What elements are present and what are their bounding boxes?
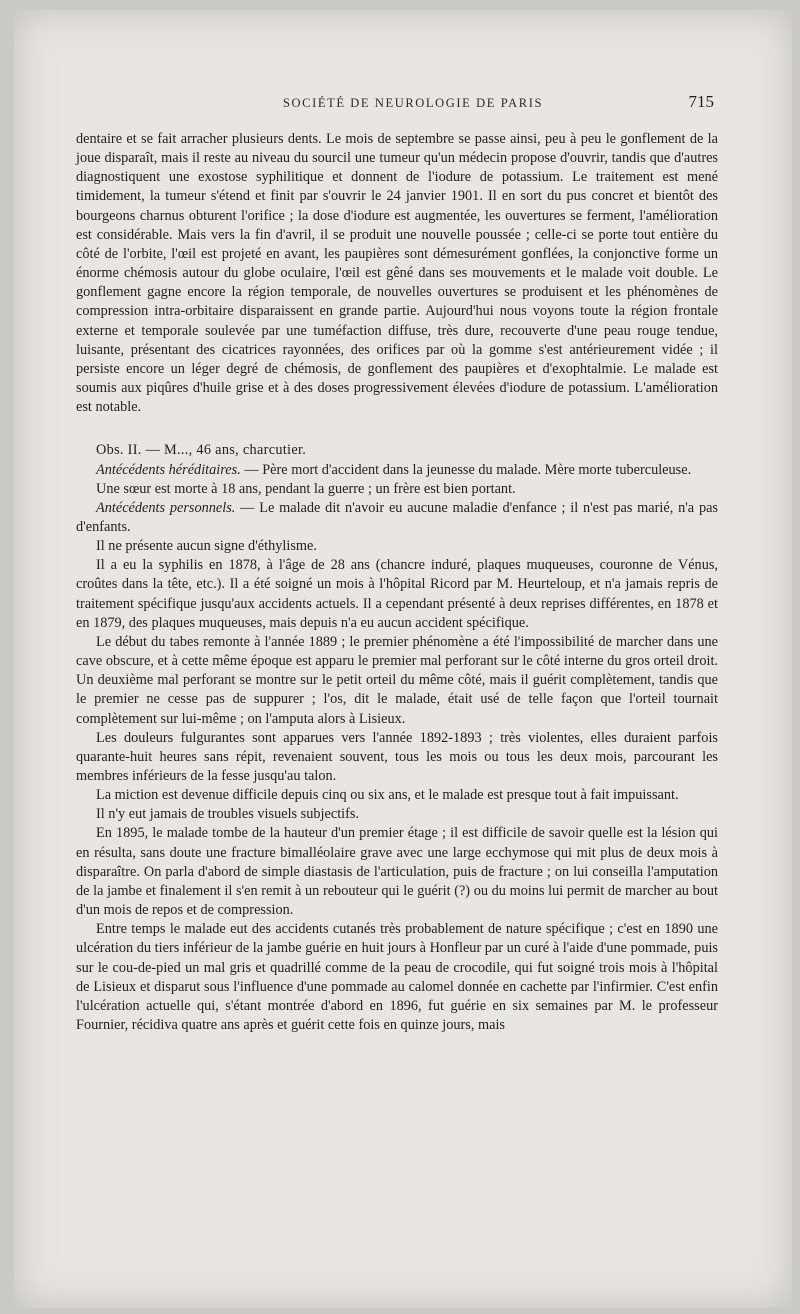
page-number: 715 xyxy=(688,92,714,111)
paragraph: Il ne présente aucun signe d'éthylisme. xyxy=(96,538,317,555)
section-lead-hereditary: Antécédents héréditaires. xyxy=(96,461,241,478)
paragraph: Le début du tabes remonte à l'année 1889 ; le premier phénomène a été l'impossibilité de marcher dans une cave obscure, et à cette même époque est apparu le premier mal perforant sur le côté interne du gros orteil droit. Un deuxième mal perforant se montre sur le petit orteil du même côté, mais il guérit complètement, tandis que le premier ne cesse pas de suppurer ; l'os, dit le malade, était usé de telle façon que l'orteil tournait complètement sur lui-même ; on l'amputa alors à Lisieux. xyxy=(76,633,718,727)
body-text xyxy=(76,130,718,1035)
paragraph-personal xyxy=(76,499,718,537)
paragraph-continuation: dentaire et se fait arracher plusieurs dents. Le mois de septembre se passe ainsi, peu à peu le gonflement de la joue disparaît, mais il reste au niveau du sourcil une tumeur qu'un médecin propose d'ouvrir, tandis que d'autres diagnostiquent une exostose syphilitique et donnent de l'iodure de potassium. Le traitement est mené timidement, la tumeur s'étend et finit par s'ouvrir le 24 janvier 1901. Il en sort du pus concret et bientôt des bourgeons charnus obturent l'orifice ; la dose d'iodure est augmentée, les ouvertures se ferment, l'amélioration est considérable. Mais vers la fin d'avril, il se produit une nouvelle poussée ; celle-ci se porte tout entière du côté de l'orbite, l'œil est projeté en avant, les paupières sont démesurément gonflées, la conjonctive forme un énorme chémosis autour du globe oculaire, l'œil est gêné dans ses mouvements et le malade voit double. Le gonflement gagne encore la région temporale, de nouvelles ouvertures se produisent et les phénomènes de compression intra-orbitaire disparaissent en grande partie. Aujourd'hui nous voyons toute la région frontale externe et temporale soulevée par une tuméfaction diffuse, très dure, recouverte d'une peau rouge tendue, luisante, présentant des cicatrices rayonnées, des orifices par où la gomme s'est antérieurement vidée ; il persiste encore un léger degré de chémosis, de gonflement des paupières et d'exophtalmie. Le malade est soumis aux piqûres d'huile grise et à des doses progressivement élevées d'iodure de potassium. L'amélioration est notable. xyxy=(76,131,718,416)
paragraph: La miction est devenue difficile depuis cinq ou six ans, et le malade est presque tout à fait impuissant. xyxy=(96,787,679,804)
page-header xyxy=(14,92,792,120)
paragraph-hereditary xyxy=(76,461,718,480)
running-head: SOCIÉTÉ DE NEUROLOGIE DE PARIS xyxy=(282,96,544,110)
paragraph: En 1895, le malade tombe de la hauteur d'un premier étage ; il est difficile de savoir quelle est la lésion qui en résulta, sans doute une fracture bimalléolaire grave avec une large ecchymose qui mit plus de deux mois à disparaître. On parla d'abord de simple diastasis de l'articulation, puis de fracture ; on lui conseilla l'amputation de la jambe et finalement il s'en remit à un rebouteur qui le guérit (?) ou du moins lui permit de marcher au bout d'un mois de repos et de compression. xyxy=(76,825,718,919)
paragraph: Une sœur est morte à 18 ans, pendant la guerre ; un frère est bien portant. xyxy=(96,480,516,497)
paragraph: Il n'y eut jamais de troubles visuels subjectifs. xyxy=(96,806,360,823)
paragraph-text: — Père mort d'accident dans la jeunesse du malade. Mère morte tuberculeuse. xyxy=(240,461,692,478)
paragraph: Il a eu la syphilis en 1878, à l'âge de 28 ans (chancre induré, plaques muqueuses, couronne de Vénus, croûtes dans la tête, etc.). Il a été soigné un mois à l'hôpital Ricord par M. Heurteloup, et n'a jamais repris de traitement spécifique jusqu'aux accidents actuels. Il a cependant présenté à deux reprises différentes, en 1878 et en 1879, des plaques muqueuses, mais depuis n'a eu aucun accident spécifique. xyxy=(76,557,718,631)
paragraph: Les douleurs fulgurantes sont apparues vers l'année 1892-1893 ; très violentes, elles duraient parfois quarante-huit heures sans répit, revenaient souvent, tous les mois ou tous les deux mois, parcourant les membres inférieurs de la fesse jusqu'au talon. xyxy=(76,729,718,784)
observation-heading: Obs. II. — M..., 46 ans, charcutier. xyxy=(96,442,307,459)
book-page xyxy=(14,10,792,1308)
paragraph: Entre temps le malade eut des accidents cutanés très probablement de nature spécifique ; c'est en 1890 une ulcération du tiers inférieur de la jambe guérie en huit jours à Honfleur par un curé à l'aide d'une pommade, puis sur le cou-de-pied un mal gris et quadrillé comme de la peau de crocodile, qui fut soigné trois mois à l'hôpital de Lisieux et disparut sous l'influence d'une pommade au calomel donnée en cachette par l'infirmier. C'est enfin l'ulcération actuelle qui, s'étant montrée d'abord en 1896, fut guérie en six semaines par M. le professeur Fournier, récidiva quatre ans après et guérit cette fois en quinze jours, mais xyxy=(76,921,718,1034)
paragraph-text: — Le malade dit n'avoir eu aucune maladie d'enfance ; il n'est pas marié, n'a pas d'enfants. xyxy=(76,499,718,535)
section-lead-personal: Antécédents personnels. xyxy=(96,499,236,516)
